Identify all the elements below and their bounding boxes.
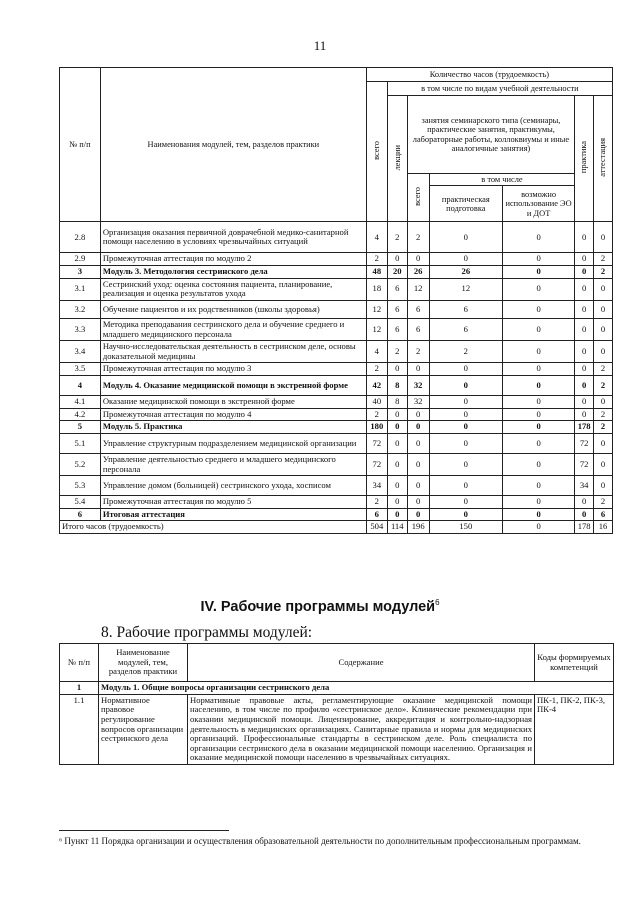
row-number: 5.3 [60, 476, 101, 496]
cell-att: 2 [594, 376, 613, 396]
row-number: 5.1 [60, 433, 101, 453]
cell-total: 6 [366, 508, 387, 521]
total-pp: 150 [429, 521, 502, 534]
cell-pp: 12 [429, 278, 502, 300]
cell-lect: 6 [387, 300, 407, 318]
cell-sem: 0 [407, 253, 429, 266]
cell-lect: 2 [387, 222, 407, 253]
cell-eo: 0 [502, 421, 574, 434]
row-number: 3.1 [60, 278, 101, 300]
module-title: Модуль 1. Общие вопросы организации сестринского дела [99, 682, 614, 695]
cell-lect: 0 [387, 476, 407, 496]
cell-sem: 6 [407, 318, 429, 340]
page-number: 11 [313, 38, 327, 53]
col-header-name: Наименования модулей, тем, разделов практики [100, 68, 366, 222]
col-header-including: в том числе [429, 174, 575, 186]
cell-eo: 0 [502, 318, 574, 340]
table-row [60, 408, 613, 421]
cell-eo: 0 [502, 300, 574, 318]
cell-att: 0 [594, 396, 613, 409]
row-name: Оказание медицинской помощи в экстренной форме [100, 396, 366, 409]
cell-sem: 0 [407, 476, 429, 496]
cell-eo: 0 [502, 453, 574, 475]
cell-prac: 72 [575, 453, 594, 475]
row-name: Управление домом (больницей) сестринского ухода, хосписом [100, 476, 366, 496]
row-number: 5 [60, 421, 101, 434]
cell-pp: 26 [429, 266, 502, 279]
row-number: 1.1 [60, 694, 99, 764]
col-header-content: Содержание [188, 644, 535, 682]
row-name: Итоговая аттестация [100, 508, 366, 521]
cell-prac: 0 [575, 278, 594, 300]
cell-sem: 2 [407, 222, 429, 253]
row-codes: ПК-1, ПК-2, ПК-3, ПК-4 [535, 694, 614, 764]
cell-lect: 0 [387, 496, 407, 509]
row-name: Промежуточная аттестация по модулю 4 [100, 408, 366, 421]
cell-att: 2 [594, 421, 613, 434]
cell-eo: 0 [502, 476, 574, 496]
cell-prac: 0 [575, 508, 594, 521]
table-row [60, 421, 613, 434]
cell-prac: 72 [575, 433, 594, 453]
cell-pp: 0 [429, 496, 502, 509]
cell-lect: 2 [387, 341, 407, 363]
row-number: 4.2 [60, 408, 101, 421]
row-number: 4 [60, 376, 101, 396]
hours-table [59, 67, 613, 534]
cell-sem: 32 [407, 376, 429, 396]
cell-prac: 0 [575, 496, 594, 509]
cell-prac: 178 [575, 421, 594, 434]
cell-sem: 12 [407, 278, 429, 300]
col-header-number: № п/п [60, 644, 99, 682]
col-header-total: всего [366, 82, 387, 222]
cell-total: 4 [366, 222, 387, 253]
cell-total: 180 [366, 421, 387, 434]
row-content: Нормативные правовые акты, регламентирующие оказание медицинской помощи населению, в том числе по профилю «сестринское дело». Клинические рекомендации при оказании медицинской помощи. Лицензирование, аккредитация и контрольно-надзорная деятельность в медицинских организациях. Санитарные правила и нормы для медицинских организаций. Профессиональные стандарты в сестринском деле. Роль специалиста по организации сестринского дела в оказании медицинской помощи населению. Организация и оказание медицинской помощи населению в чрезвычайных ситуациях. [188, 694, 535, 764]
total-eo: 0 [502, 521, 574, 534]
table-row [60, 476, 613, 496]
row-name: Обучение пациентов и их родственников (школы здоровья) [100, 300, 366, 318]
row-number: 2.8 [60, 222, 101, 253]
cell-att: 0 [594, 341, 613, 363]
row-number: 3.3 [60, 318, 101, 340]
row-name: Управление структурным подразделением медицинской организации [100, 433, 366, 453]
cell-pp: 0 [429, 476, 502, 496]
cell-att: 2 [594, 496, 613, 509]
footnote: ⁶ Пункт 11 Порядка организации и осуществления образовательной деятельности по дополнительным профессиональным программам. [59, 836, 581, 846]
cell-total: 34 [366, 476, 387, 496]
table-row [60, 453, 613, 475]
row-number: 3.5 [60, 363, 101, 376]
cell-prac: 0 [575, 300, 594, 318]
row-name: Модуль 3. Методология сестринского дела [100, 266, 366, 279]
cell-lect: 0 [387, 363, 407, 376]
row-number: 5.2 [60, 453, 101, 475]
cell-prac: 34 [575, 476, 594, 496]
cell-att: 0 [594, 433, 613, 453]
table-row [60, 341, 613, 363]
col-header-lectures: лекции [387, 96, 407, 222]
section-title: IV. Рабочие программы модулей$^6$ [200, 598, 440, 615]
table-row [60, 300, 613, 318]
cell-pp: 0 [429, 433, 502, 453]
cell-att: 6 [594, 508, 613, 521]
table-row [60, 376, 613, 396]
cell-prac: 0 [575, 408, 594, 421]
cell-prac: 0 [575, 363, 594, 376]
col-header-seminar-total: всего [407, 174, 429, 222]
row-name: Организация оказания первичной доврачебной медико-санитарной помощи населению в условиях чрезвычайных ситуаций [100, 222, 366, 253]
subsection-title: 8. Рабочие программы модулей: [101, 624, 313, 641]
row-name: Нормативное правовое регулирование вопросов организации сестринского дела [99, 694, 188, 764]
row-number: 6 [60, 508, 101, 521]
row-name: Управление деятельностью среднего и младшего медицинского персонала [100, 453, 366, 475]
cell-eo: 0 [502, 253, 574, 266]
cell-sem: 0 [407, 363, 429, 376]
cell-total: 40 [366, 396, 387, 409]
cell-sem: 6 [407, 300, 429, 318]
cell-pp: 0 [429, 396, 502, 409]
row-name: Сестринский уход: оценка состояния пациента, планирование, реализация и оценка результатов ухода [100, 278, 366, 300]
cell-lect: 0 [387, 453, 407, 475]
cell-att: 0 [594, 300, 613, 318]
cell-pp: 0 [429, 363, 502, 376]
cell-total: 12 [366, 300, 387, 318]
row-number: 3 [60, 266, 101, 279]
cell-att: 2 [594, 408, 613, 421]
col-header-number: № п/п [60, 68, 101, 222]
cell-att: 2 [594, 266, 613, 279]
totals-row [60, 521, 613, 534]
row-number: 3.4 [60, 341, 101, 363]
row-number: 2.9 [60, 253, 101, 266]
row-name: Научно-исследовательская деятельность в сестринском деле, основы доказательной медицины [100, 341, 366, 363]
cell-att: 0 [594, 278, 613, 300]
cell-eo: 0 [502, 278, 574, 300]
col-header-practice: практика [575, 96, 594, 222]
cell-prac: 0 [575, 253, 594, 266]
row-number: 5.4 [60, 496, 101, 509]
cell-lect: 8 [387, 376, 407, 396]
row-number: 3.2 [60, 300, 101, 318]
cell-lect: 0 [387, 421, 407, 434]
col-header-seminar: занятия семинарского типа (семинары, практические занятия, практикумы, лабораторные работы, коллоквиумы и иные аналогичные занятия) [407, 96, 575, 174]
col-header-name: Наименование модулей, тем, разделов практики [99, 644, 188, 682]
col-header-eo-dot: возможно использование ЭО и ДОТ [502, 186, 574, 222]
col-header-codes: Коды формируемых компетенций [535, 644, 614, 682]
cell-att: 0 [594, 476, 613, 496]
cell-pp: 0 [429, 376, 502, 396]
cell-sem: 0 [407, 433, 429, 453]
cell-total: 2 [366, 496, 387, 509]
col-header-attestation: аттестация [594, 96, 613, 222]
cell-lect: 0 [387, 408, 407, 421]
cell-lect: 20 [387, 266, 407, 279]
total-prac: 178 [575, 521, 594, 534]
cell-eo: 0 [502, 376, 574, 396]
cell-lect: 6 [387, 318, 407, 340]
cell-total: 4 [366, 341, 387, 363]
cell-att: 0 [594, 222, 613, 253]
cell-total: 72 [366, 453, 387, 475]
row-name: Промежуточная аттестация по модулю 2 [100, 253, 366, 266]
cell-sem: 26 [407, 266, 429, 279]
table-row [60, 318, 613, 340]
row-name: Модуль 5. Практика [100, 421, 366, 434]
table-row [60, 278, 613, 300]
cell-prac: 0 [575, 266, 594, 279]
cell-att: 0 [594, 318, 613, 340]
cell-prac: 0 [575, 318, 594, 340]
cell-prac: 0 [575, 341, 594, 363]
cell-sem: 0 [407, 508, 429, 521]
cell-prac: 0 [575, 396, 594, 409]
totals-label: Итого часов (трудоемкость) [60, 521, 367, 534]
footnote-divider [59, 830, 229, 831]
cell-sem: 0 [407, 421, 429, 434]
row-number: 4.1 [60, 396, 101, 409]
row-name: Модуль 4. Оказание медицинской помощи в экстренной форме [100, 376, 366, 396]
table-row [60, 396, 613, 409]
cell-total: 42 [366, 376, 387, 396]
cell-sem: 0 [407, 496, 429, 509]
total-sem: 196 [407, 521, 429, 534]
cell-total: 2 [366, 253, 387, 266]
cell-pp: 0 [429, 408, 502, 421]
cell-eo: 0 [502, 396, 574, 409]
cell-sem: 32 [407, 396, 429, 409]
col-header-hours: Количество часов (трудоемкость) [366, 68, 612, 82]
cell-eo: 0 [502, 433, 574, 453]
cell-pp: 0 [429, 222, 502, 253]
cell-sem: 0 [407, 408, 429, 421]
cell-prac: 0 [575, 222, 594, 253]
table-row [60, 266, 613, 279]
row-name: Методика преподавания сестринского дела и обучение среднего и младшего медицинского персонала [100, 318, 366, 340]
cell-eo: 0 [502, 341, 574, 363]
cell-total: 2 [366, 363, 387, 376]
cell-prac: 0 [575, 376, 594, 396]
cell-pp: 0 [429, 421, 502, 434]
table-row [60, 253, 613, 266]
row-name: Промежуточная аттестация по модулю 3 [100, 363, 366, 376]
cell-pp: 0 [429, 253, 502, 266]
total-att: 16 [594, 521, 613, 534]
table-row [60, 363, 613, 376]
cell-pp: 0 [429, 508, 502, 521]
cell-eo: 0 [502, 496, 574, 509]
cell-pp: 6 [429, 318, 502, 340]
cell-lect: 0 [387, 253, 407, 266]
cell-total: 12 [366, 318, 387, 340]
total-total: 504 [366, 521, 387, 534]
program-table [59, 643, 614, 765]
cell-eo: 0 [502, 363, 574, 376]
cell-sem: 0 [407, 453, 429, 475]
cell-total: 2 [366, 408, 387, 421]
cell-lect: 0 [387, 508, 407, 521]
cell-lect: 0 [387, 433, 407, 453]
cell-att: 0 [594, 453, 613, 475]
cell-att: 2 [594, 363, 613, 376]
cell-lect: 6 [387, 278, 407, 300]
module-number: 1 [60, 682, 99, 695]
table-row [60, 222, 613, 253]
cell-eo: 0 [502, 508, 574, 521]
cell-pp: 0 [429, 453, 502, 475]
total-lect: 114 [387, 521, 407, 534]
cell-pp: 2 [429, 341, 502, 363]
cell-eo: 0 [502, 408, 574, 421]
cell-total: 48 [366, 266, 387, 279]
col-header-practical-training: практическая подготовка [429, 186, 502, 222]
cell-pp: 6 [429, 300, 502, 318]
table-row [60, 508, 613, 521]
table-row [60, 433, 613, 453]
table-row [60, 496, 613, 509]
cell-eo: 0 [502, 222, 574, 253]
cell-lect: 8 [387, 396, 407, 409]
cell-total: 72 [366, 433, 387, 453]
cell-sem: 2 [407, 341, 429, 363]
row-name: Промежуточная аттестация по модулю 5 [100, 496, 366, 509]
cell-att: 2 [594, 253, 613, 266]
cell-total: 18 [366, 278, 387, 300]
cell-eo: 0 [502, 266, 574, 279]
col-header-incl-types: в том числе по видам учебной деятельности [387, 82, 612, 96]
